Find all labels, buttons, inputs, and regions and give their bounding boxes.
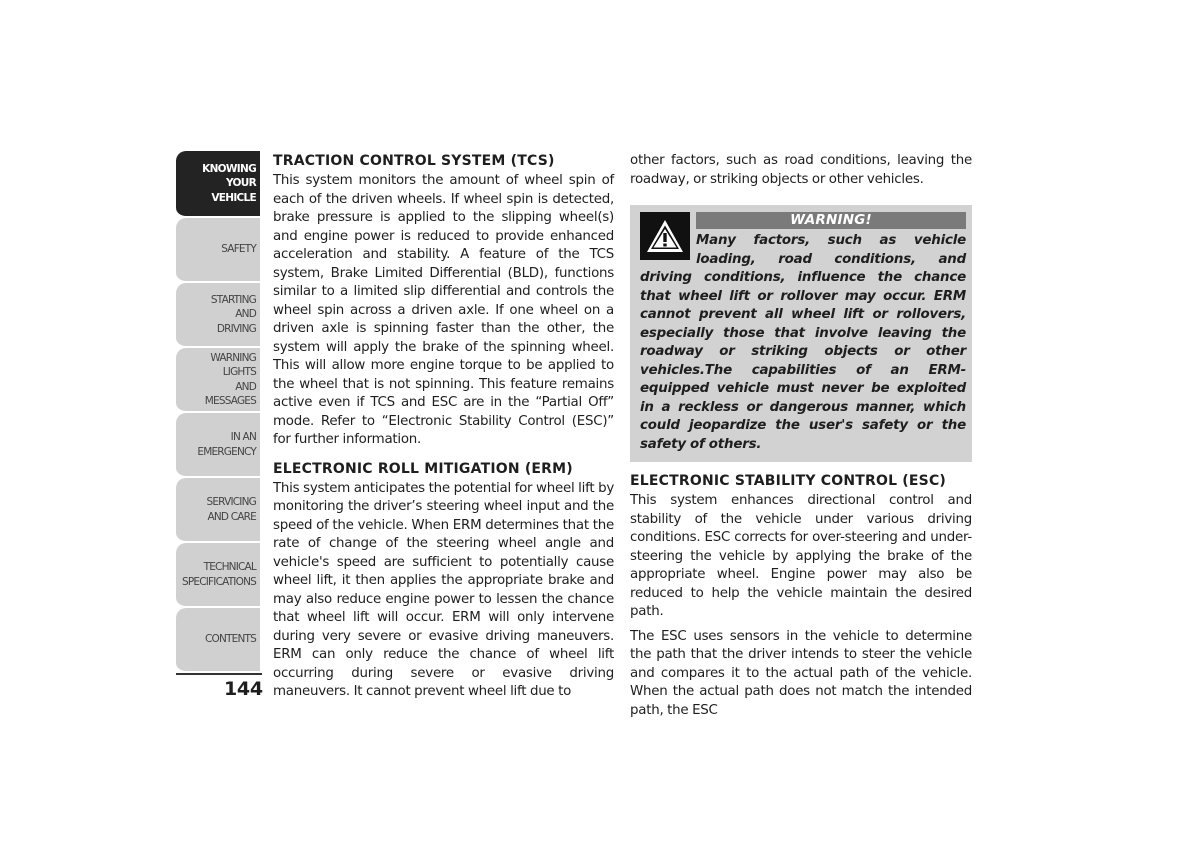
warning-triangle-icon [640,212,690,260]
tcs-heading: TRACTION CONTROL SYSTEM (TCS) [273,153,555,169]
tab-contents[interactable]: CONTENTS [176,608,260,673]
esc-heading: ELECTRONIC STABILITY CONTROL (ESC) [630,473,947,489]
warning-title: WARNING! [696,212,966,229]
tab-technical-specifications[interactable]: TECHNICAL SPECIFICATIONS [176,543,260,608]
warning-box [630,205,972,462]
tab-safety[interactable]: SAFETY [176,218,260,283]
erm-paragraph-continued: other factors, such as road conditions, leaving the roadway, or striking objects or other vehicles. [630,153,972,187]
left-column [273,152,614,708]
tab-knowing-your-vehicle[interactable]: KNOWING YOUR VEHICLE [176,151,260,218]
tcs-paragraph: This system monitors the amount of wheel spin of each of the driven wheels. If wheel spin is detected, brake pressure is applied to the slipping wheel(s) and engine power is reduced to provide enhanced acceleration and stability. A feature of the TCS system, Brake Limited Differential (BLD), functions similar to a limited slip differential and controls the wheel spin across a driven axle. If one wheel on a driven axle is spinning faster than the other, the system will apply the brake of the spinning wheel. This will allow more engine torque to be applied to the wheel that is not spinning. This feature remains active even if TCS and ESC are in the “Partial Off” mode. Refer to “Electronic Stability Control (ESC)” for further information. [273,173,614,447]
tab-servicing-and-care[interactable]: SERVICING AND CARE [176,478,260,543]
erm-heading: ELECTRONIC ROLL MITIGATION (ERM) [273,460,573,477]
esc-paragraph-2: The ESC uses sensors in the vehicle to determine the path that the driver intends to steer the vehicle and compares it to the actual path of the vehicle. When the actual path does not match the intended path, the ESC [630,628,972,718]
page-number: 144 [224,678,263,700]
tab-warning-lights-and-messages[interactable]: WARNING LIGHTS AND MESSAGES [176,348,260,413]
erm-paragraph: This system anticipates the potential for wheel lift by monitoring the driver’s steering wheel input and the speed of the vehicle. When ERM determines that the rate of change of the steering wheel angle and vehicle's speed are sufficient to potentially cause wheel lift, it then applies the appropriate brake and may also reduce engine power to lessen the chance that wheel lift will occur. ERM will only intervene during very severe or evasive driving maneuvers. ERM can only reduce the chance of wheel lift occurring during severe or evasive driving maneuvers. It cannot prevent wheel lift due to [273,480,614,699]
tab-in-an-emergency[interactable]: IN AN EMERGENCY [176,413,260,478]
esc-paragraph-1: This system enhances directional control and stability of the vehicle under various driving conditions. ESC corrects for over-steering and under-steering the vehicle by applying the brake of the appropriate wheel. Engine power may also be reduced to help the vehicle maintain the desired path. [630,493,972,619]
warning-text: Many factors, such as vehicle loading, road conditions, and driving conditions, influence the chance that wheel lift or rollover may occur. ERM cannot prevent all wheel lift or rollovers, especially those that involve leaving the roadway or striking objects or other vehicles.The capabilities of an ERM-equipped vehicle must never be exploited in a reckless or dangerous manner, which could jeopardize the user's safety or the safety of others. [640,233,966,452]
tab-starting-and-driving[interactable]: STARTING AND DRIVING [176,283,260,348]
tab-bottom-rule [176,673,262,675]
right-column [630,152,972,726]
